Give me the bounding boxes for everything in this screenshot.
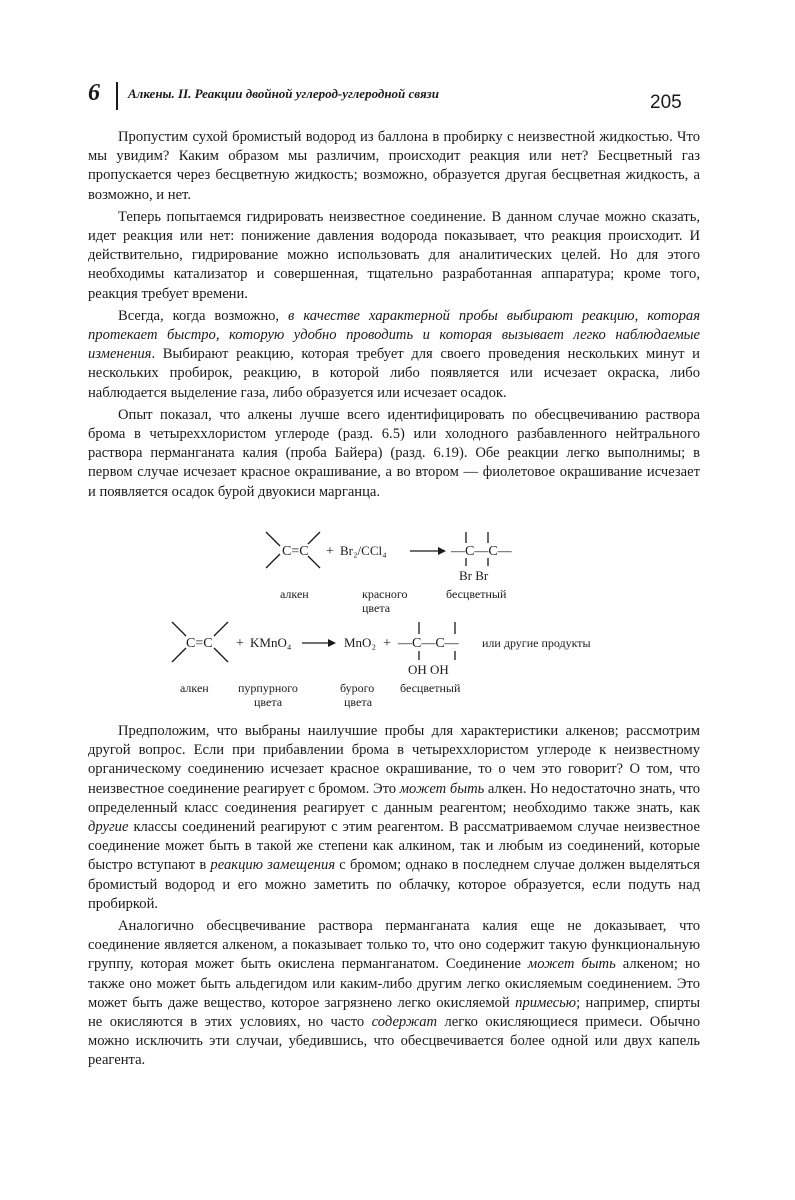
paragraph-text: легко окисляющиеся примеси. Обычно можно исключить эти случаи, убедившись, что обесцвечивается более одной или двух капель реагента. (88, 1014, 701, 1069)
paragraph (88, 208, 700, 304)
paragraph-text: Предположим, что выбраны наилучшие пробы для характеристики алкенов; рассмотрим другой вопрос. Если при прибавлении брома в четыреххлористом углероде к неизвестному органическому соединению исчезает красное окрашивание, то о чем это говорит? О том, что неизвестное соединение реагирует с бромом. Это (88, 723, 700, 797)
label-reagent-2-line2: цвета (254, 695, 283, 709)
paragraph-text: ; например, спирты не окисляются в этих условиях, но часто (88, 994, 700, 1031)
paragraph-text: классы соединений реагируют с этим реагентом. В рассматриваемом случае неизвестное соединение может быть в такой же степени как алкином, так и любым из соединений, которые быстро вступают в (88, 819, 700, 874)
plus-2a: + (236, 636, 244, 651)
reaction-scheme-figure (88, 526, 700, 716)
paragraph (88, 917, 700, 1071)
label-product-1: бесцветный (446, 587, 507, 601)
product-mno2: MnO₂ (344, 635, 376, 650)
chapter-number: 6 (88, 80, 100, 106)
reagent-1: Br₂/CCl₄ (340, 543, 387, 558)
paragraph (88, 307, 700, 403)
label-product-mno2: бурого (340, 681, 375, 695)
paragraph-text: Всегда, когда возможно, (118, 307, 289, 324)
body-text-bottom (88, 722, 700, 1074)
label-reagent-1-line2: цвета (362, 601, 391, 615)
running-header (88, 80, 708, 114)
emphasis-text: в качестве характерной пробы выбирают реакцию, которая протекает быстро, которую удобно проводить и которая вызывает легко наблюдаемые изменения (88, 307, 700, 363)
other-products-label: или другие продукты (482, 636, 591, 650)
emphasis-text: другие (88, 819, 129, 836)
product-chain-1: —C—C— (451, 544, 512, 559)
label-product-2: бесцветный (400, 681, 461, 695)
emphasis-text: может быть (399, 780, 485, 797)
reaction-scheme (88, 526, 700, 716)
paragraph (88, 722, 700, 914)
paragraph-text: Опыт показал, что алкены лучше всего идентифицировать по обесцвечиванию раствора брома в четыреххлористом углероде (разд. 6.5) или холодного разбавленного нейтрального раствора перманганата калия (проба Байера) (разд. 6.19). Обе реакции легко выполнимы; в первом случае исчезает красное окрашивание, а во втором — фиолетовое окрашивание исчезает и появляется осадок бурой двуокиси марганца. (88, 406, 700, 500)
emphasis-text: примесью (515, 994, 577, 1011)
glycol-product (397, 622, 460, 677)
alkene-structure-1 (266, 532, 320, 568)
alkene-core-2: C=C (186, 636, 213, 651)
product-chain-2: —C—C— (398, 636, 459, 651)
emphasis-text: содержат (371, 1014, 438, 1031)
label-product-mno2-line2: цвета (344, 695, 373, 709)
plus-2b: + (383, 636, 391, 651)
body-text-top (88, 128, 700, 505)
page-number: 205 (650, 92, 682, 113)
alkene-structure-2 (172, 622, 228, 662)
paragraph (88, 406, 700, 502)
emphasis-text: реакцию замещения (210, 857, 336, 874)
label-reagent-1: красного (362, 587, 408, 601)
product-substituents-2: OH OH (408, 662, 449, 677)
plus-1: + (326, 544, 334, 559)
reaction-1 (266, 532, 513, 615)
label-alkene-2: алкен (180, 681, 209, 695)
reagent-2: KMnO₄ (250, 635, 292, 650)
running-title: Алкены. II. Реакции двойной углерод-углеродной связи (128, 86, 439, 101)
label-reagent-2: пурпурного (238, 681, 298, 695)
paragraph-text: с бромом; однако в последнем случае должен выделяться бромистый водород и его можно заметить по облачку, которое образуется, если подуть над пробиркой. (88, 857, 700, 912)
alkene-core-1: C=C (282, 544, 309, 559)
paragraph-text: . Выбирают реакцию, которая требует для своего проведения нескольких минут и нескольких пробирок, реакцию, в которой либо появляется или исчезает окраска, либо наблюдается выделение газа, либо образуется или исчезает осадок. (88, 346, 700, 401)
paragraph-text: Аналогично обесцвечивание раствора перманганата калия еще не доказывает, что соединение является алкеном, а показывает только то, что оно содержит такую функциональную группу, которая может быть окислена перманганатом. Соединение (88, 918, 700, 973)
paragraph (88, 128, 700, 205)
product-substituents-1: Br Br (459, 568, 489, 583)
emphasis-text: может быть (527, 956, 616, 973)
paragraph-text: алкен. Но недостаточно знать, что определенный класс соединения реагирует с данным реагентом; необходимо также знать, как (88, 780, 701, 816)
paragraph-text: Теперь попытаемся гидрировать неизвестное соединение. В данном случае можно сказать, идет реакция или нет: понижение давления водорода показывает, что реакция происходит. И действительно, гидрирование можно использовать для аналитических целей. Но для этого необходимы катализатор и совершенная, тщательно разработанная аппаратура; кроме того, реакция требует времени. (88, 208, 700, 302)
paragraph-text: Пропустим сухой бромистый водород из баллона в пробирку с неизвестной жидкостью. Что мы увидим? Каким образом мы различим, происходит реакция или нет? Бесцветный газ пропускается через бесцветную жидкость; возможно, образуется другая бесцветная жидкость, а возможно, и нет. (88, 129, 700, 203)
reaction-2 (172, 622, 591, 709)
header-divider (116, 82, 118, 110)
paragraph-text: алкеном; но также оно может быть альдегидом или каким-либо другим легко окисляемым соединением. Это может быть даже вещество, которое загрязнено легко окисляемой (88, 956, 700, 1011)
label-alkene-1: алкен (280, 587, 309, 601)
dibromide-product (450, 532, 513, 583)
